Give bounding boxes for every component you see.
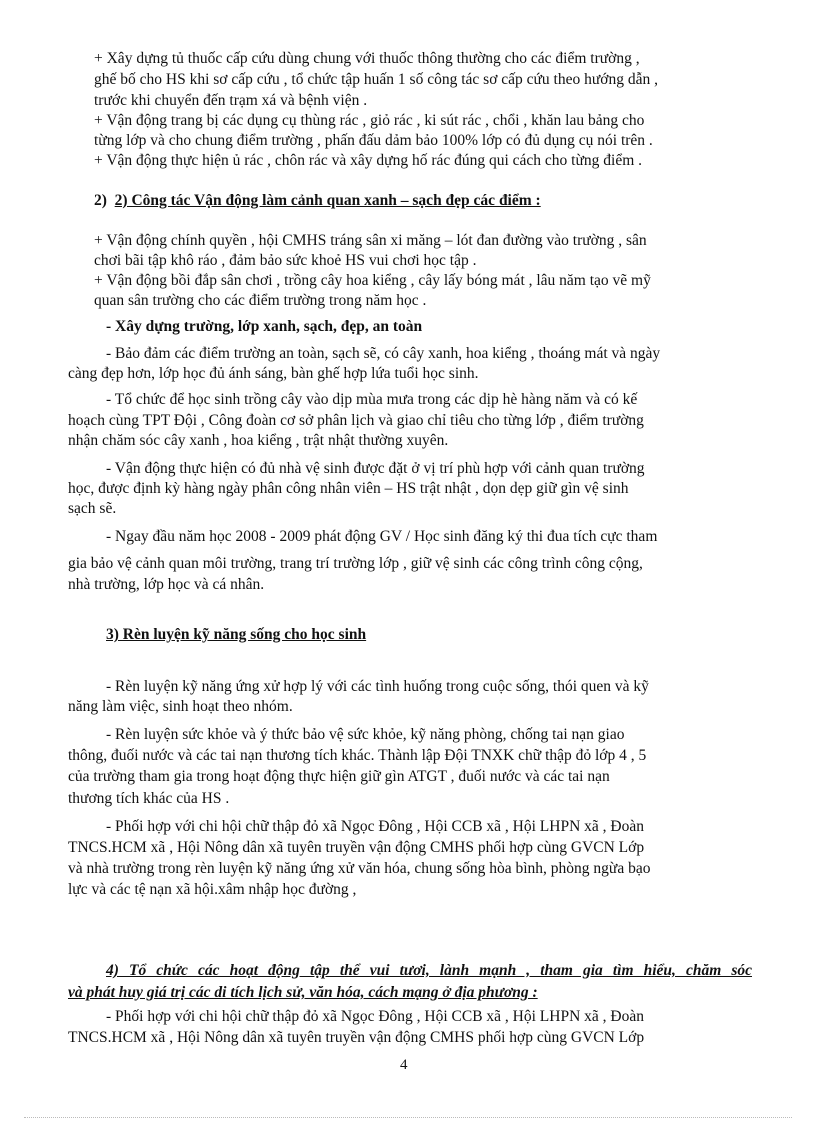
text-line: và nhà trường trong rèn luyện kỹ năng ứng xử văn hóa, chung sống hòa bình, phòng ngừa bạo — [68, 860, 651, 877]
text-line: + Vận động trang bị các dụng cụ thùng rác , giỏ rác , ki sút rác , chổi , khăn lau bảng cho — [94, 112, 645, 129]
text-line: - Phối hợp với chi hội chữ thập đỏ xã Ngọc Đông , Hội CCB xã , Hội LHPN xã , Đoàn — [106, 818, 644, 835]
text-line: - Phối hợp với chi hội chữ thập đỏ xã Ngọc Đông , Hội CCB xã , Hội LHPN xã , Đoàn — [106, 1008, 644, 1025]
text-line: + Vận động thực hiện ủ rác , chôn rác và xây dựng hố rác đúng qui cách cho từng điểm . — [94, 152, 643, 169]
text-line: nhận chăm sóc cây xanh , hoa kiểng , trật nhật thường xuyên. — [68, 432, 449, 449]
text-line: - Bảo đảm các điểm trường an toàn, sạch sẽ, có cây xanh, hoa kiểng , thoáng mát và ngày — [106, 345, 661, 362]
text-line: hoạch cùng TPT Đội , Công đoàn cơ sở phân lịch và giao chỉ tiêu cho từng lớp , điểm trường — [68, 412, 644, 429]
text-line: càng đẹp hơn, lớp học đủ ánh sáng, bàn ghế hợp lứa tuổi học sinh. — [68, 365, 479, 382]
text-line: TNCS.HCM xã , Hội Nông dân xã tuyên truyền vận động CMHS phối hợp cùng GVCN Lớp — [68, 1029, 645, 1046]
text-line: trước khi chuyển đến trạm xá và bệnh viện . — [94, 92, 368, 109]
text-line: từng lớp và cho chung điểm trường , phấn đấu dảm bảo 100% lớp có đủ dụng cụ nói trên . — [94, 132, 653, 149]
text-line: gia bảo vệ cảnh quan môi trường, trang trí trường lớp , giữ vệ sinh các công trình công cộng, — [68, 555, 643, 572]
text-line: chơi bãi tập khô ráo , đảm bảo sức khoẻ HS vui chơi học tập . — [94, 252, 477, 269]
text-line: - Vận động thực hiện có đủ nhà vệ sinh được đặt ở vị trí phù hợp với cảnh quan trường — [106, 460, 645, 477]
text-line: nhà trường, lớp học và cá nhân. — [68, 576, 265, 593]
text-line: + Vận động chính quyền , hội CMHS tráng sân xi măng – lót đan đường vào trường , sân — [94, 232, 647, 249]
section-heading-3: 3) Rèn luyện kỹ năng sống cho học sinh — [106, 626, 367, 643]
page-bottom-divider — [24, 1117, 792, 1118]
text-line: - Rèn luyện kỹ năng ứng xử hợp lý với các tình huống trong cuộc sống, thói quen và kỹ — [106, 678, 649, 695]
text-line: lực và các tệ nạn xã hội.xâm nhập học đường , — [68, 881, 357, 898]
page-number: 4 — [400, 1057, 408, 1073]
text-line: học, được định kỳ hàng ngày phân công nhân viên – HS trật nhật , dọn dẹp giữ gìn vệ sinh — [68, 480, 629, 497]
text-line: thương tích khác của HS . — [68, 790, 230, 807]
text-line: TNCS.HCM xã , Hội Nông dân xã tuyên truyền vận động CMHS phối hợp cùng GVCN Lớp — [68, 839, 645, 856]
section-heading-2: 2) 2) Công tác Vận động làm cảnh quan xanh – sạch đẹp các điểm : — [94, 192, 541, 209]
text-line: ghế bố cho HS khi sơ cấp cứu , tổ chức tập huấn 1 số công tác sơ cấp cứu theo hướng dẫn , — [94, 71, 658, 88]
section-heading-4: 4) Tổ chức các hoạt động tập thể vui tươi, lành mạnh , tham gia tìm hiểu, chăm sóc — [106, 962, 752, 979]
section-heading-2-text: 2) Công tác Vận động làm cảnh quan xanh – sạch đẹp các điểm : — [114, 192, 541, 209]
text-line: thông, đuối nước và các tai nạn thương tích khác. Thành lập Đội TNXK chữ thập đỏ lớp 4 , 5 — [68, 747, 647, 764]
text-line: quan sân trường cho các điểm trường trong năm học . — [94, 292, 427, 309]
text-line: - Rèn luyện sức khỏe và ý thức bảo vệ sức khỏe, kỹ năng phòng, chống tai nạn giao — [106, 726, 625, 743]
text-line: + Vận động bồi đắp sân chơi , trồng cây hoa kiểng , cây lấy bóng mát , lâu năm tạo vẽ mỹ — [94, 272, 651, 289]
text-line: + Xây dựng tủ thuốc cấp cứu dùng chung với thuốc thông thường cho các điểm trường , — [94, 50, 640, 67]
text-line: của trường tham gia trong hoạt động thực hiện giữ gìn ATGT , đuối nước và các tai nạn — [68, 768, 610, 785]
text-line: - Ngay đầu năm học 2008 - 2009 phát động GV / Học sinh đăng ký thi đua tích cực tham — [106, 528, 658, 545]
text-line: sạch sẽ. — [68, 500, 117, 517]
text-line: - Tổ chức để học sinh trồng cây vào dịp mùa mưa trong các dịp hè hàng năm và có kế — [106, 391, 638, 408]
text-line: năng làm việc, sinh hoạt theo nhóm. — [68, 698, 293, 715]
section-heading-4-cont: và phát huy giá trị các di tích lịch sử, văn hóa, cách mạng ở địa phương : — [68, 984, 538, 1001]
subheading: - Xây dựng trường, lớp xanh, sạch, đẹp, an toàn — [106, 318, 423, 335]
